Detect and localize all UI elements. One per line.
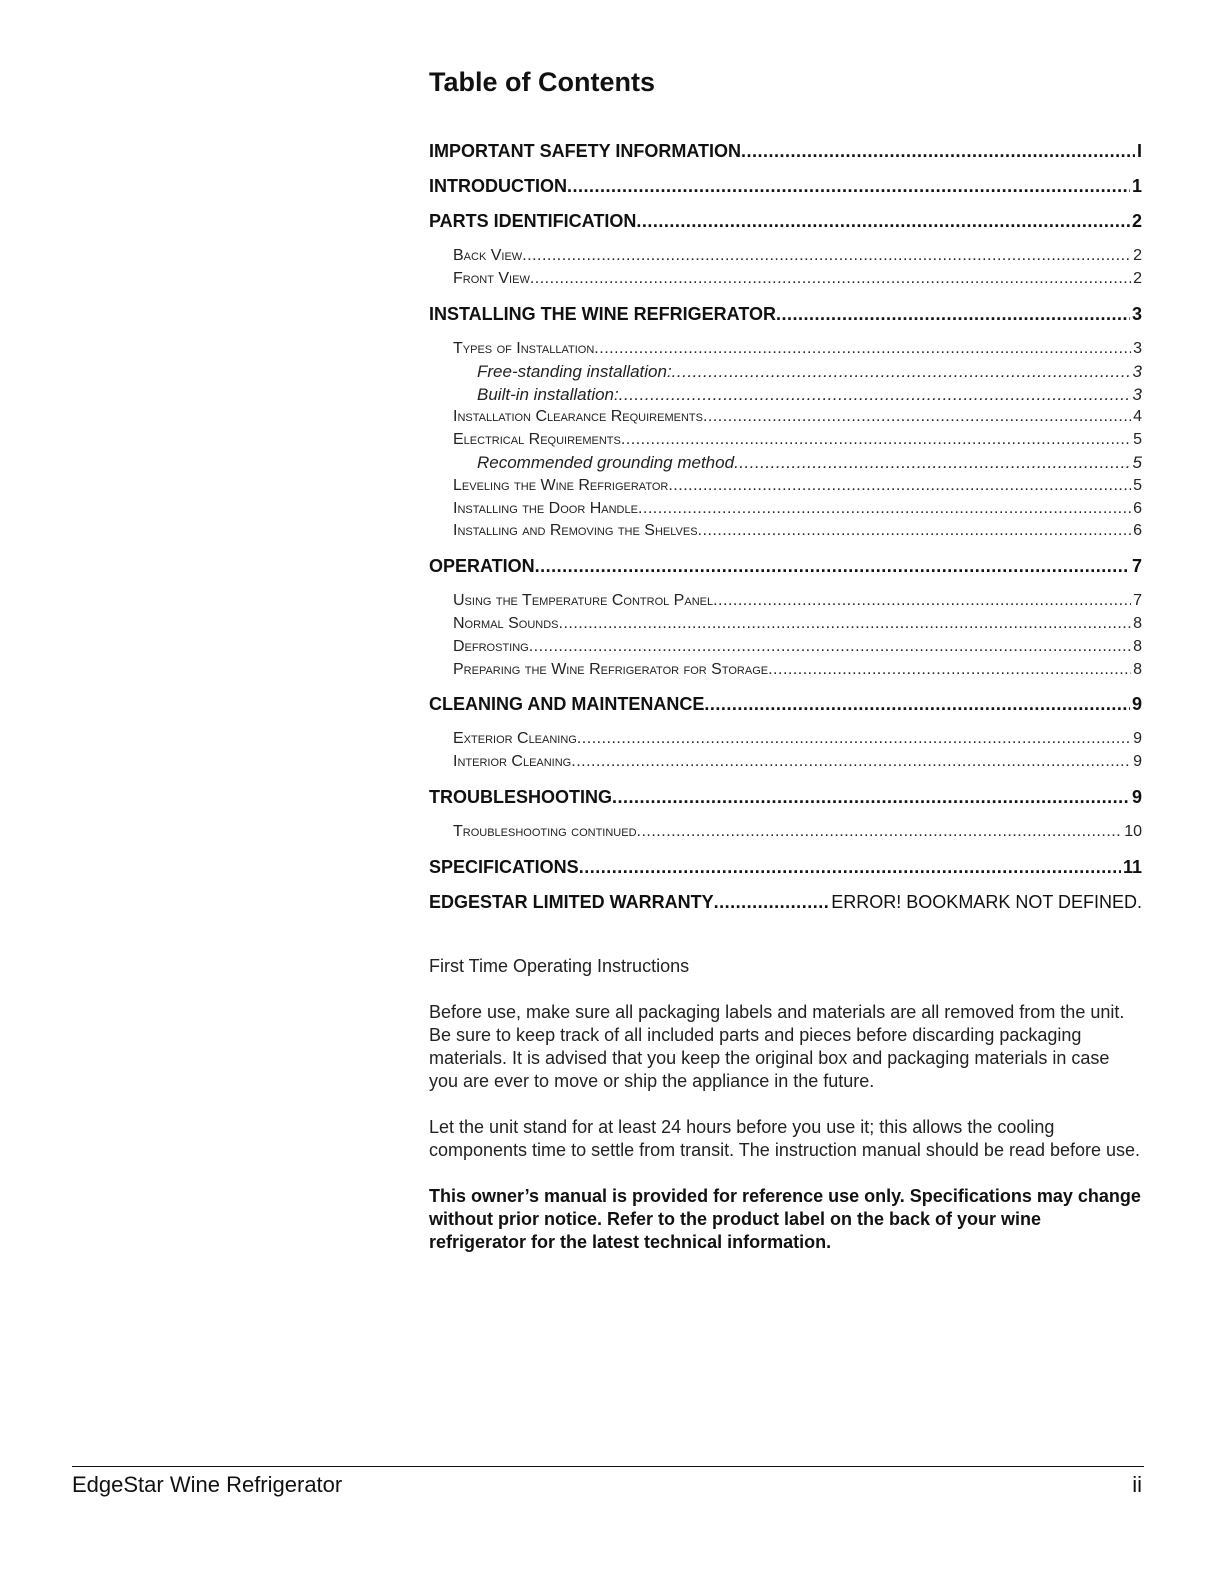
toc-entry-label: Types of Installation [453,339,595,357]
toc-entry-page: 2 [1133,247,1142,265]
toc-entry[interactable] [429,891,1142,914]
toc-entry-page: 9 [1131,694,1142,715]
toc-entry[interactable] [429,303,1142,326]
toc-leader-dots [577,731,1131,747]
toc-entry[interactable] [429,452,1142,475]
toc-leader-dots [638,501,1131,517]
toc-entry[interactable] [429,384,1142,407]
toc-leader-dots [668,478,1131,494]
toc-leader-dots [776,305,1130,323]
toc-entry[interactable] [429,175,1142,198]
toc-leader-dots [637,824,1123,840]
page-content [429,66,1142,1254]
toc-entry-label: INTRODUCTION [429,176,567,197]
toc-entry[interactable] [429,786,1142,809]
toc-title: Table of Contents [429,67,655,97]
toc-entry[interactable] [429,751,1142,774]
toc-entry-label: Back View [453,247,523,265]
toc-entry-page: ERROR! BOOKMARK NOT DEFINED. [831,891,1142,912]
toc-entry[interactable] [429,429,1142,452]
toc-entry-label: OPERATION [429,556,535,577]
toc-leader-dots [530,271,1131,287]
toc-entry-page: I [1136,141,1142,162]
settle-paragraph: Let the unit stand for at least 24 hours before you use it; this allows the cooling components time to settle from transit. The instruction manual should be read before use. [429,1116,1141,1160]
toc-entry-page: 3 [1133,339,1142,357]
toc-entry-page: 5 [1133,476,1142,494]
toc-leader-dots [529,639,1131,655]
toc-entry[interactable] [429,659,1142,682]
toc-leader-dots [741,142,1135,160]
toc-entry-label: Interior Cleaning [453,753,572,771]
toc-entry-label: Front View [453,270,530,288]
toc-entry-page: 9 [1133,753,1142,771]
first-time-heading: First Time Operating Instructions [429,955,690,976]
toc-entry[interactable] [429,140,1142,163]
toc-entry-label: Installation Clearance Requirements [453,408,703,426]
toc-entry-page: 7 [1131,556,1142,577]
toc-entry-label: TROUBLESHOOTING [429,786,612,807]
toc-entry-label: IMPORTANT SAFETY INFORMATION [429,141,741,162]
toc-entry-page: 1 [1131,176,1142,197]
toc-entry-label: Installing and Removing the Shelves [453,522,698,540]
toc-leader-dots [559,616,1132,632]
toc-entry-label: Preparing the Wine Refrigerator for Storage [453,660,769,678]
footer-title: EdgeStar Wine Refrigerator [72,1472,343,1497]
toc-entry-label: Free-standing installation: [477,361,672,381]
toc-entry-label: PARTS IDENTIFICATION [429,211,637,232]
toc-entry-label: EDGESTAR LIMITED WARRANTY [429,891,714,912]
toc-entry-page: 9 [1133,730,1142,748]
toc-leader-dots [768,662,1131,678]
toc-entry-page: 11 [1122,856,1142,877]
toc-entry[interactable] [429,245,1142,268]
toc-entry-page: 6 [1133,522,1142,540]
table-of-contents [429,140,1142,913]
toc-entry-label: SPECIFICATIONS [429,856,579,877]
toc-entry[interactable] [429,210,1142,233]
toc-entry-page: 10 [1124,822,1142,840]
toc-entry-label: CLEANING AND MAINTENANCE [429,694,705,715]
toc-entry[interactable] [429,555,1142,578]
toc-entry[interactable] [429,268,1142,291]
toc-entry-label: Troubleshooting continued [453,822,637,840]
toc-entry[interactable] [429,475,1142,498]
toc-leader-dots [672,363,1131,380]
toc-entry-page: 5 [1133,431,1142,449]
toc-entry-label: Using the Temperature Control Panel [453,592,714,610]
toc-leader-dots [703,409,1131,425]
toc-entry-label: Defrosting [453,637,529,655]
toc-entry[interactable] [429,406,1142,429]
reference-note: This owner’s manual is provided for reference use only. Specifications may change without prior notice. Refer to the product label on the back of your wine refrigerator for the latest technical information. [429,1185,1141,1252]
toc-entry-label: Normal Sounds [453,614,559,632]
toc-leader-dots [567,177,1130,195]
toc-entry-label: Installing the Door Handle [453,499,638,517]
toc-entry-page: 6 [1133,499,1142,517]
toc-leader-dots [522,248,1131,264]
toc-entry[interactable] [429,856,1142,879]
toc-entry-label: Electrical Requirements [453,431,621,449]
toc-entry-page: 3 [1131,303,1142,324]
toc-entry[interactable] [429,613,1142,636]
toc-entry-page: 5 [1132,452,1142,472]
toc-leader-dots [621,432,1131,448]
toc-entry-label: Recommended grounding method [477,452,735,472]
toc-leader-dots [713,593,1131,609]
toc-leader-dots [704,695,1130,713]
toc-entry-label: Leveling the Wine Refrigerator [453,476,669,494]
toc-entry[interactable] [429,728,1142,751]
toc-entry[interactable] [429,693,1142,716]
toc-leader-dots [714,893,830,911]
toc-leader-dots [594,341,1131,357]
toc-leader-dots [612,788,1130,806]
toc-entry-page: 7 [1133,592,1142,610]
toc-leader-dots [571,754,1131,770]
toc-entry[interactable] [429,338,1142,361]
toc-leader-dots [734,454,1130,471]
toc-entry-page: 4 [1133,408,1142,426]
toc-entry-page: 8 [1133,614,1142,632]
toc-entry[interactable] [429,520,1142,543]
toc-leader-dots [579,858,1121,876]
toc-entry-page: 9 [1131,786,1142,807]
toc-entry[interactable] [429,590,1142,613]
footer-rule [72,1466,1144,1467]
toc-entry-page: 3 [1132,361,1142,381]
toc-entry-page: 8 [1133,637,1142,655]
packaging-paragraph: Before use, make sure all packaging labels and materials are all removed from the unit. Be sure to keep track of all included parts and pieces before discarding packaging materials. It is advised that you keep the original box and packaging materials in case you are ever to move or ship the appliance in the future. [429,1001,1125,1091]
toc-entry-page: 8 [1133,660,1142,678]
toc-leader-dots [636,212,1130,230]
toc-leader-dots [619,386,1131,403]
toc-entry-label: INSTALLING THE WINE REFRIGERATOR [429,303,776,324]
footer-page-number: ii [1132,1472,1142,1497]
toc-entry-label: Built-in installation: [477,384,619,404]
toc-entry-page: 2 [1131,211,1142,232]
toc-entry-page: 2 [1133,270,1142,288]
toc-entry[interactable] [429,361,1142,384]
toc-leader-dots [535,557,1130,575]
toc-entry[interactable] [429,498,1142,521]
toc-entry[interactable] [429,821,1142,844]
toc-entry[interactable] [429,636,1142,659]
toc-leader-dots [698,523,1132,539]
toc-entry-page: 3 [1132,384,1142,404]
toc-entry-label: Exterior Cleaning [453,730,577,748]
